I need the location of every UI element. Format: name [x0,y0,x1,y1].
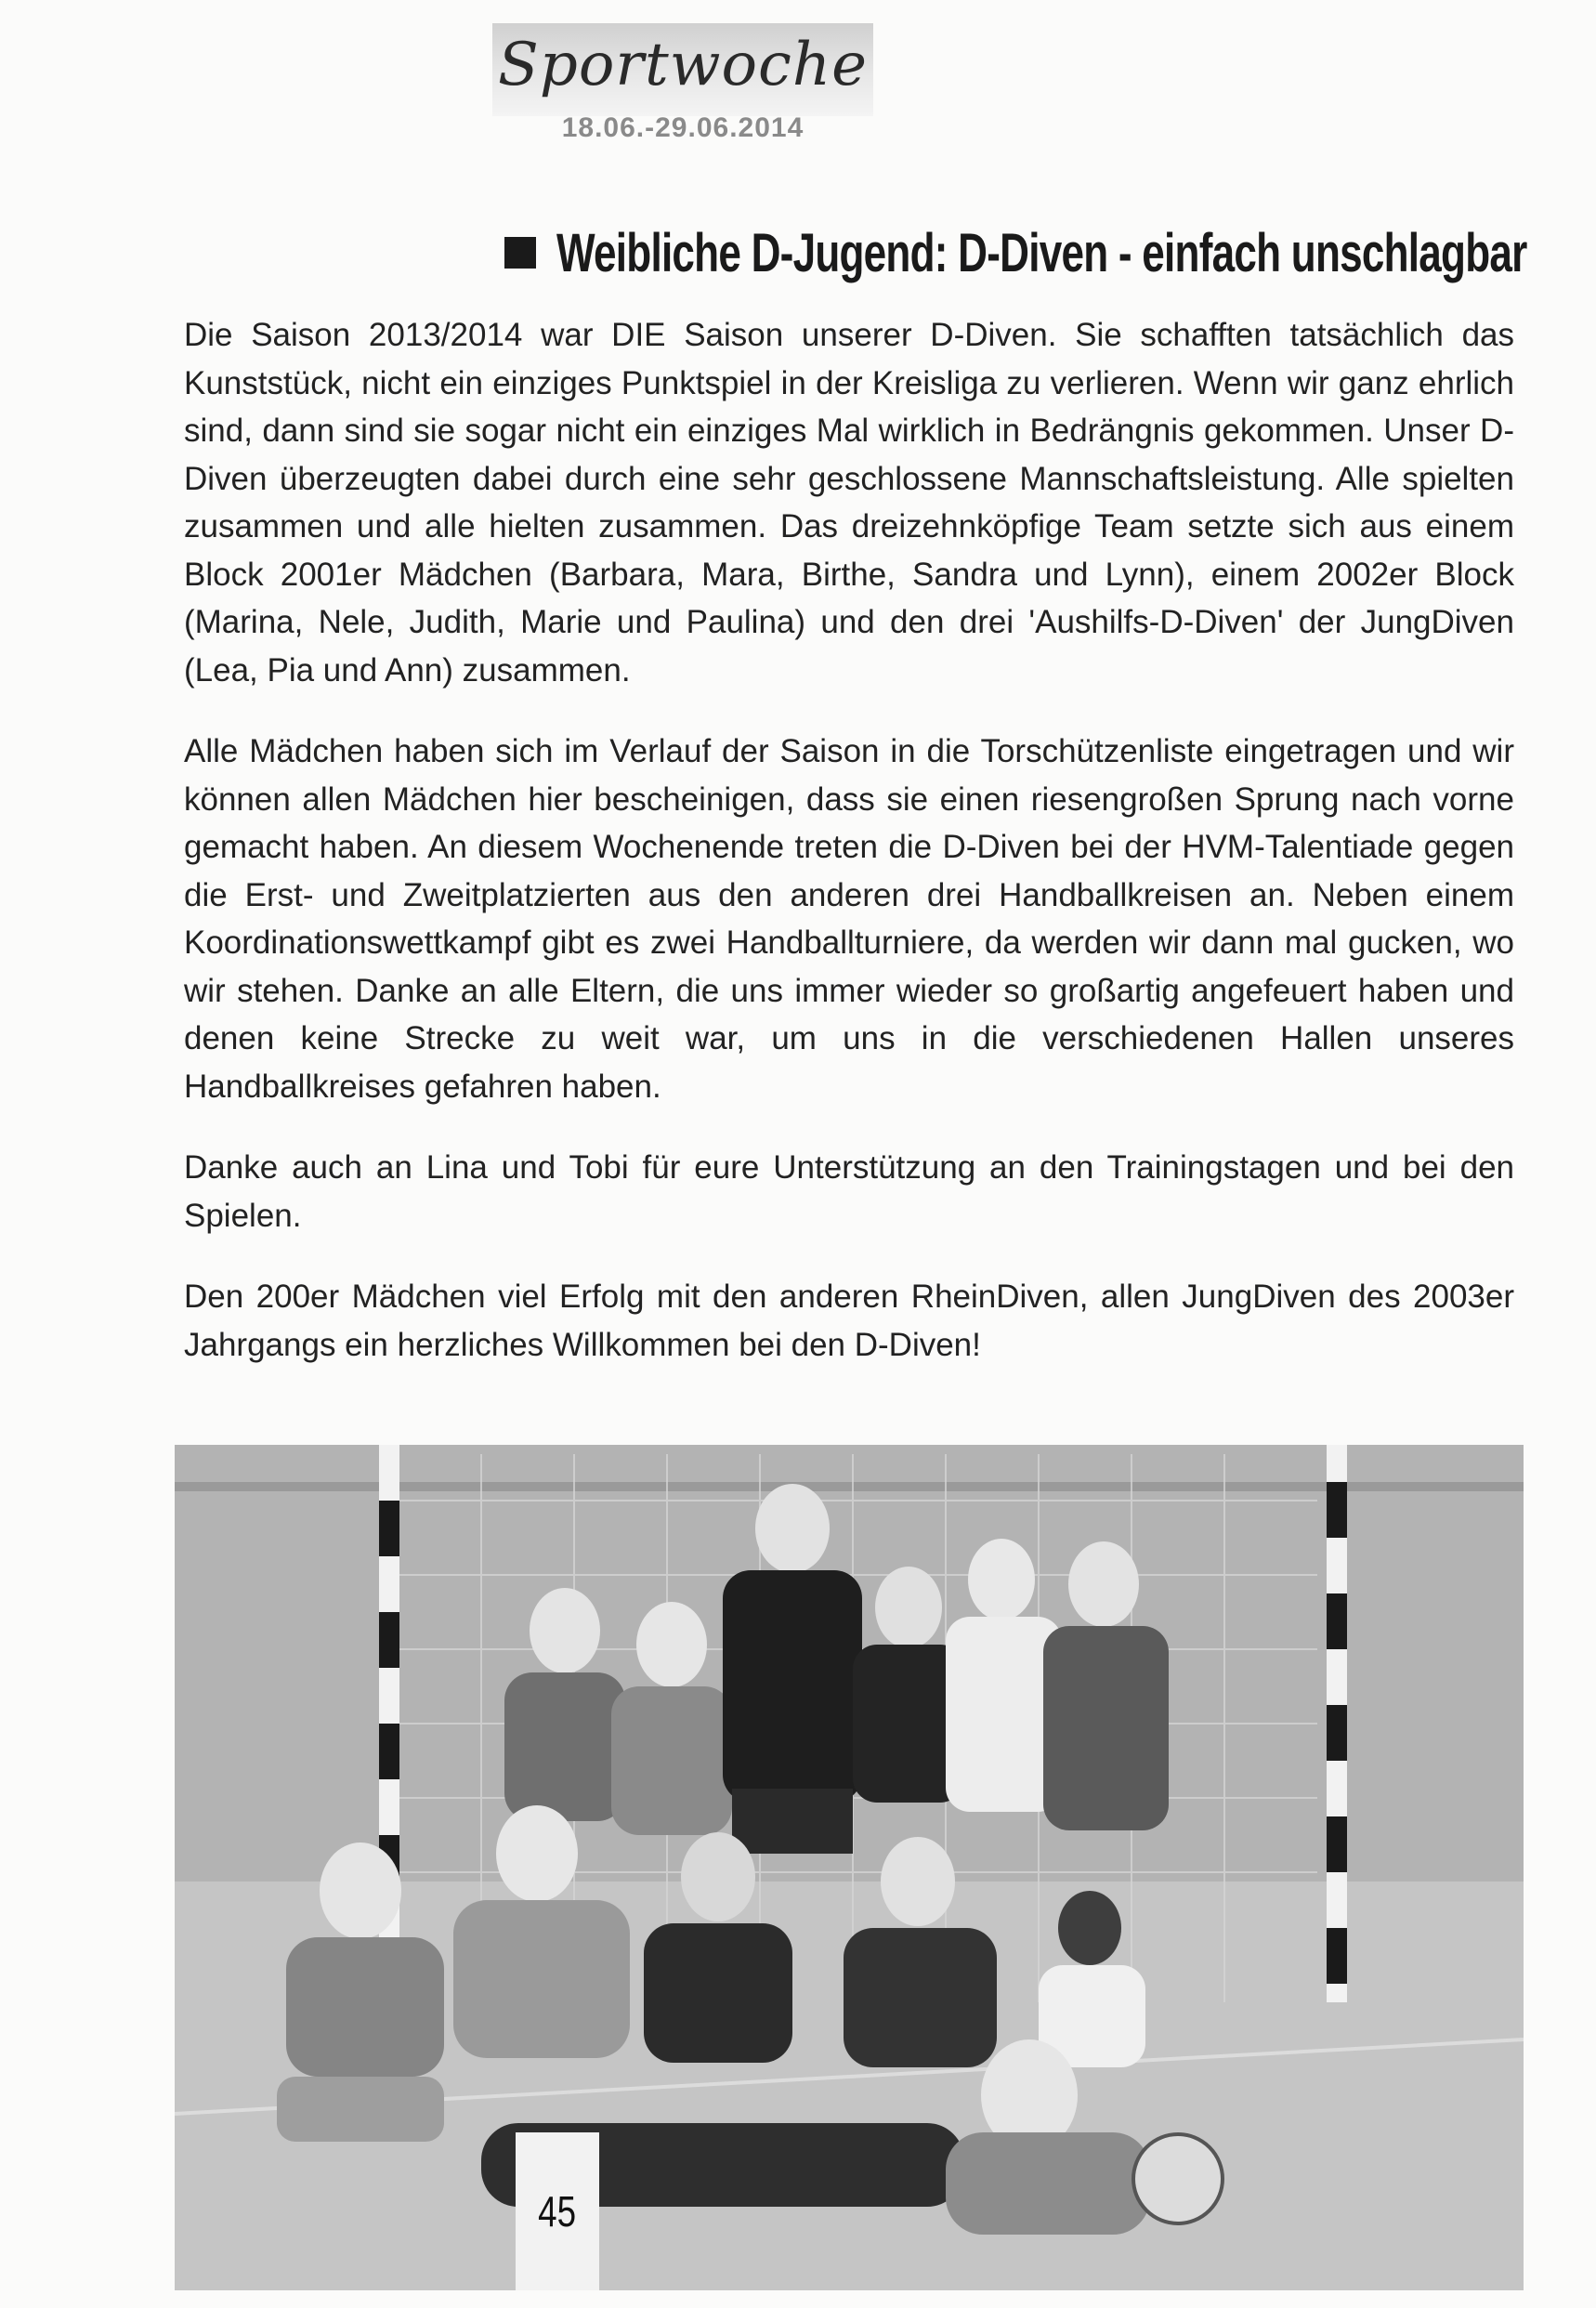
paragraph-4: Den 200er Mädchen viel Erfolg mit den anderen RheinDiven, allen JungDiven des 2003er Jahrgangs ein herzliches Willkommen bei den D-Diven! [184,1279,1514,1363]
logo-date-range: 18.06.-29.06.2014 [561,112,805,143]
page-number [516,2132,599,2290]
paragraph-2: Alle Mädchen haben sich im Verlauf der Saison in die Torschützenliste eingetragen und wir können allen Mädchen hier bescheinigen, dass sie einen riesengroßen Sprung nach vorne gemacht haben. An diesem Wochenende treten die D-Diven bei der HVM-Talentiade gegen die Erst- und Zweitplatzierten aus den anderen drei Handballkreisen an. Neben einem Koordinationswettkampf gibt es zwei Handballturniere, da werden wir dann mal gucken, wo wir stehen. Danke an alle Eltern, die uns immer wieder so großartig angefeuert haben und denen keine Strecke zu weit war, um uns in die verschiedenen Hallen unseres Handballkreises gefahren haben. [184,733,1514,1105]
paragraph-1: Die Saison 2013/2014 war DIE Saison unserer D-Diven. Sie schafften tatsächlich das Kunststück, nicht ein einziges Punktspiel in der Kreisliga zu verlieren. Wenn wir ganz ehrlich sind, dann sind sie sogar nicht ein einziges Mal wirklich in Bedrängnis gekommen. Unser D-Diven überzeugten dabei durch eine sehr geschlossene Mannschaftsleistung. Alle spielten zusammen und alle hielten zusammen. Das dreizehnköpfige Team setzte sich aus einem Block 2001er Mädchen (Barbara, Mara, Birthe, Sandra und Lynn), einem 2002er Block (Marina, Nele, Judith, Marie und Paulina) und den drei 'Aushilfs-D-Diven' der JungDiven (Lea, Pia und Ann) zusammen. [184,317,1514,688]
article-headline [504,216,1536,290]
team-photo [175,1445,1524,2290]
paragraph-3: Danke auch an Lina und Tobi für eure Unterstützung an den Trainingstagen und bei den Spielen. [184,1149,1514,1234]
square-bullet-icon [504,237,536,269]
logo-wordmark: Sportwoche [498,31,868,99]
page-number-label: 45 [538,2187,577,2236]
article-title: Weibliche D-Jugend: D-Diven - einfach unschlagbar [556,222,1527,283]
article-body [184,311,1514,1402]
sportwoche-logo [492,23,873,144]
team-photo-illustration [175,1445,1524,2290]
